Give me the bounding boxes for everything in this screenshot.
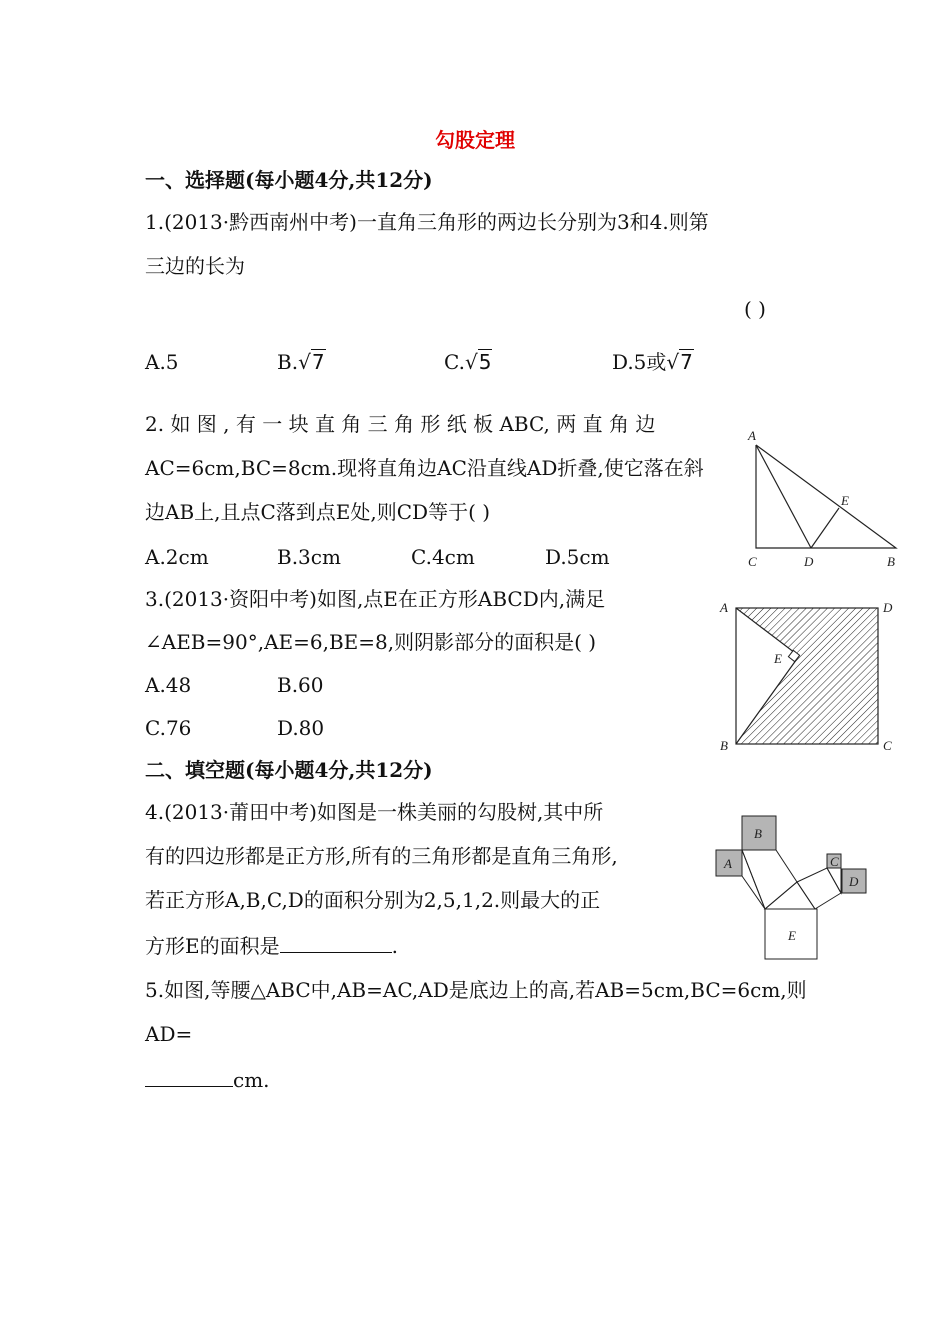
q4-pythagoras-tree-figure — [712, 812, 872, 964]
answer-blank[interactable] — [280, 932, 392, 953]
q5-line1: 5.如图,等腰△ABC中,AB=AC,AD是底边上的高,若AB=5cm,BC=6cm,则 — [145, 978, 807, 1002]
q1-line1: 1.(2013·黔西南州中考)一直角三角形的两边长分别为3和4.则第 — [145, 210, 709, 234]
q4-line1: 4.(2013·莆田中考)如图是一株美丽的勾股树,其中所 — [145, 800, 604, 824]
label-b: B — [720, 738, 728, 753]
q1-answer-paren: ( ) — [744, 297, 766, 321]
q4-line2: 有的四边形都是正方形,所有的三角形都是直角三角形, — [145, 844, 618, 868]
q3-line2: ∠AEB=90°,AE=6,BE=8,则阴影部分的面积是( ) — [145, 630, 597, 654]
answer-blank[interactable] — [145, 1066, 233, 1087]
q1-option-b: B.√7 — [277, 350, 325, 374]
page-title: 勾股定理 — [435, 128, 515, 152]
q1-option-a: A.5 — [145, 350, 179, 374]
q1-line2: 三边的长为 — [145, 254, 245, 278]
q4-line4: 方形E的面积是 . — [145, 934, 398, 958]
q5-line2: AD= — [145, 1022, 193, 1046]
section-heading-choice: 一、选择题(每小题4分,共12分) — [145, 168, 433, 192]
label-a: A — [720, 600, 728, 615]
label-c: C — [748, 554, 757, 569]
label-a: A — [748, 428, 756, 443]
q3-option-d: D.80 — [277, 716, 325, 740]
label-d: D — [849, 874, 859, 889]
label-a: A — [724, 856, 732, 871]
label-d: D — [883, 600, 893, 615]
q2-line2: AC=6cm,BC=8cm.现将直角边AC沿直线AD折叠,使它落在斜 — [145, 456, 704, 480]
q2-triangle-figure — [740, 420, 910, 575]
sqrt-sign: √7 — [666, 350, 693, 374]
q2-option-a: A.2cm — [145, 545, 209, 569]
q1-option-d: D.5或√7 — [612, 350, 693, 374]
q2-option-b: B.3cm — [277, 545, 341, 569]
q1-option-c: C.√5 — [444, 350, 492, 374]
q3-line1: 3.(2013·资阳中考)如图,点E在正方形ABCD内,满足 — [145, 587, 606, 611]
q2-option-c: C.4cm — [411, 545, 475, 569]
q3-square-figure — [712, 596, 902, 756]
label-e: E — [788, 928, 796, 943]
q3-option-b: B.60 — [277, 673, 324, 697]
q3-option-c: C.76 — [145, 716, 192, 740]
label-c: C — [830, 854, 839, 869]
q4-line3: 若正方形A,B,C,D的面积分别为2,5,1,2.则最大的正 — [145, 888, 601, 912]
label-b: B — [887, 554, 895, 569]
q2-option-d: D.5cm — [545, 545, 610, 569]
label-d: D — [804, 554, 814, 569]
q2-line1: 2. 如 图 , 有 一 块 直 角 三 角 形 纸 板 ABC, 两 直 角 边 — [145, 412, 656, 436]
q5-line3: cm. — [145, 1066, 270, 1092]
label-e: E — [841, 493, 849, 508]
sqrt-sign: √5 — [464, 350, 492, 374]
section-heading-fill: 二、填空题(每小题4分,共12分) — [145, 758, 433, 782]
label-c: C — [883, 738, 892, 753]
q2-line3: 边AB上,且点C落到点E处,则CD等于( ) — [145, 500, 491, 524]
label-b: B — [754, 826, 762, 841]
sqrt-sign: √7 — [298, 350, 325, 374]
label-e: E — [774, 651, 782, 666]
q3-option-a: A.48 — [145, 673, 192, 697]
